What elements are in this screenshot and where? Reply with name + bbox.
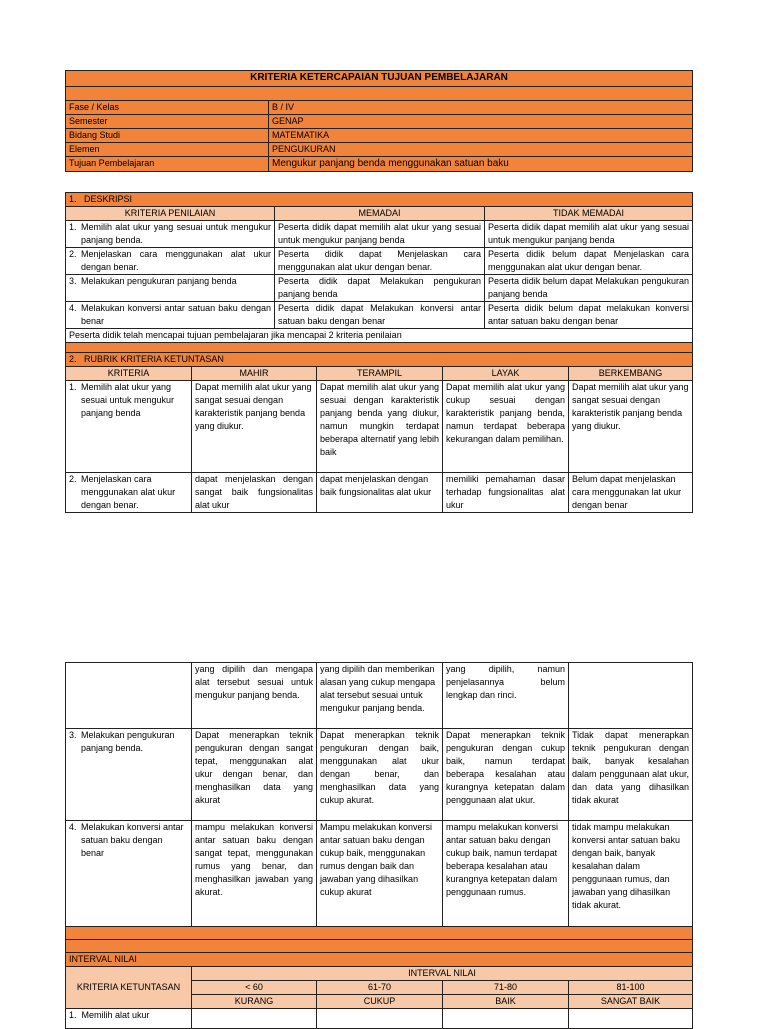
memadai-text: Peserta didik dapat memilih alat ukur yang sesuai untuk mengukur panjang benda — [275, 221, 485, 248]
info-label: Elemen — [66, 143, 269, 157]
kriteria-text: 1. Memilih alat ukur — [66, 1009, 192, 1029]
kriteria-text: Melakukan pengukuran panjang benda — [81, 276, 237, 286]
info-label: Fase / Kelas — [66, 101, 269, 115]
spacer-row — [66, 927, 693, 940]
table-row — [66, 302, 693, 329]
tidak-memadai-text: Peserta didik belum dapat melakukan konversi antar satuan baku dengan benar — [485, 302, 693, 329]
document-title: KRITERIA KETERCAPAIAN TUJUAN PEMBELAJARAN — [66, 71, 693, 87]
info-value: B / IV — [269, 101, 693, 115]
interval-table — [65, 926, 693, 1029]
table-row — [66, 381, 693, 473]
column-header: KRITERIA PENILAIAN — [66, 207, 275, 221]
table-row — [66, 473, 693, 513]
info-label: Semester — [66, 115, 269, 129]
layak-text: mampu melakukan konversi antar satuan baku dengan cukup baik, namun terdapat beberapa kesalahan atau kurangnya ketepatan dalam penggunaan rumus. — [443, 821, 569, 929]
kriteria-text: Melakukan pengukuran panjang benda. — [81, 730, 175, 753]
interval-level: BAIK — [443, 995, 569, 1009]
interval-range: < 60 — [192, 981, 317, 995]
interval-subtitle: INTERVAL NILAI — [192, 967, 693, 981]
section-title: INTERVAL NILAI — [66, 953, 693, 967]
interval-level: CUKUP — [317, 995, 443, 1009]
info-value: Mengukur panjang benda menggunakan satuan baku — [269, 157, 693, 172]
info-value: MATEMATIKA — [269, 129, 693, 143]
kriteria-text: Memilih alat ukur yang sesuai untuk mengukur panjang benda. — [81, 222, 271, 245]
deskripsi-footer: Peserta didik telah mencapai tujuan pembelajaran jika mencapai 2 kriteria penilaian — [66, 329, 693, 343]
memadai-text: Peserta didik dapat Melakukan konversi antar satuan baku dengan benar — [275, 302, 485, 329]
row-number: 4. — [69, 303, 77, 313]
row-number: 2. — [69, 474, 77, 484]
layak-text: memiliki pemahaman dasar terhadap fungsionalitas alat ukur — [443, 473, 569, 513]
column-header: LAYAK — [443, 367, 569, 381]
kriteria-text: Menjelaskan cara menggunakan alat ukur dengan benar. — [81, 249, 271, 272]
section-title: 1. DESKRIPSI — [66, 193, 693, 207]
mahir-text: mampu melakukan konversi antar satuan baku dengan sangat tepat, menggunakan rumus yang benar, dan menghasilkan jawaban yang akurat. — [192, 821, 317, 929]
layak-text: yang dipilih, namun penjelasannya belum lengkap dan rinci. — [443, 663, 569, 729]
header-table — [65, 70, 693, 172]
row-number: 1. — [69, 382, 77, 392]
interval-level: SANGAT BAIK — [569, 995, 693, 1009]
spacer-row — [66, 87, 693, 101]
kriteria-text: Melakukan konversi antar satuan baku dengan benar — [81, 822, 184, 858]
mahir-text: dapat menjelaskan dengan sangat baik fungsionalitas alat ukur — [192, 473, 317, 513]
berkembang-text: tidak mampu melakukan konversi antar satuan baku dengan baik, banyak kesalahan dalam penggunaan rumus, dan jawaban yang dihasilkan tidak akurat. — [569, 821, 693, 929]
kriteria-ketuntasan-label: KRITERIA KETUNTASAN — [66, 967, 192, 1009]
table-row — [66, 1009, 693, 1029]
terampil-text: Dapat menerapkan teknik pengukuran dengan baik, menggunakan alat ukur dengan benar, dan menghasilkan data yang cukup akurat. — [317, 729, 443, 821]
terampil-text: dapat menjelaskan dengan baik fungsionalitas alat ukur — [317, 473, 443, 513]
tidak-memadai-text: Peserta didik dapat memilih alat ukur yang sesuai untuk mengukur panjang benda — [485, 221, 693, 248]
mahir-text: Dapat menerapkan teknik pengukuran dengan sangat tepat, menggunakan alat ukur dengan benar, dan menghasilkan data yang akurat — [192, 729, 317, 821]
column-header: BERKEMBANG — [569, 367, 693, 381]
row-number: 4. — [69, 822, 77, 832]
column-header: TERAMPIL — [317, 367, 443, 381]
rubrik-table — [65, 352, 693, 513]
rubrik-continued-table — [65, 662, 693, 929]
spacer-row — [66, 940, 693, 953]
terampil-text: Mampu melakukan konversi antar satuan baku dengan cukup baik, menggunakan rumus dengan baik dan jawaban yang dihasilkan cukup akurat — [317, 821, 443, 929]
info-value: GENAP — [269, 115, 693, 129]
row-number: 3. — [69, 276, 77, 286]
layak-text: Dapat menerapkan teknik pengukuran dengan cukup baik, namun terdapat beberapa kesalahan atau kurangnya ketepatan dalam penggunaan alat ukur. — [443, 729, 569, 821]
interval-range: 71-80 — [443, 981, 569, 995]
berkembang-text: Dapat memilih alat ukur yang sangat sesuai dengan karakteristik panjang benda yang diukur. — [569, 381, 693, 473]
table-row — [66, 729, 693, 821]
kriteria-text: Menjelaskan cara menggunakan alat ukur dengan benar. — [81, 474, 176, 510]
column-header: MAHIR — [192, 367, 317, 381]
table-row — [66, 663, 693, 729]
tidak-memadai-text: Peserta didik belum dapat Melakukan pengukuran panjang benda — [485, 275, 693, 302]
berkembang-text: Belum dapat menjelaskan cara menggunakan lat ukur dengan benar — [569, 473, 693, 513]
section-title: 2. RUBRIK KRITERIA KETUNTASAN — [66, 353, 693, 367]
berkembang-text: Tidak dapat menerapkan teknik pengukuran dengan baik, banyak kesalahan dalam penggunaan alat ukur, dan data yang dihasilkan tidak akurat — [569, 729, 693, 821]
interval-level: KURANG — [192, 995, 317, 1009]
table-row — [66, 221, 693, 248]
interval-range: 81-100 — [569, 981, 693, 995]
layak-text: Dapat memilih alat ukur yang cukup sesuai dengan karakteristik panjang benda, namun terdapat beberapa kekurangan dalam pemilihan. — [443, 381, 569, 473]
terampil-text: Dapat memilih alat ukur yang sesuai dengan karakteristik panjang benda yang diukur, namun mungkin terdapat beberapa alternatif yang lebih baik — [317, 381, 443, 473]
row-number: 1. — [69, 222, 77, 232]
info-label: Bidang Studi — [66, 129, 269, 143]
info-label: Tujuan Pembelajaran — [66, 157, 269, 172]
table-row — [66, 275, 693, 302]
column-header: KRITERIA — [66, 367, 192, 381]
kriteria-text: Melakukan konversi antar satuan baku dengan benar — [81, 303, 271, 326]
mahir-text: yang dipilih dan mengapa alat tersebut sesuai untuk mengukur panjang benda. — [192, 663, 317, 729]
memadai-text: Peserta didik dapat Melakukan pengukuran panjang benda — [275, 275, 485, 302]
column-header: MEMADAI — [275, 207, 485, 221]
tidak-memadai-text: Peserta didik belum dapat Menjelaskan cara menggunakan alat ukur dengan benar. — [485, 248, 693, 275]
table-row — [66, 248, 693, 275]
interval-range: 61-70 — [317, 981, 443, 995]
table-row — [66, 821, 693, 929]
deskripsi-table — [65, 192, 693, 356]
kriteria-text: Memilih alat ukur yang sesuai untuk mengukur panjang benda — [81, 382, 175, 418]
row-number: 2. — [69, 249, 77, 259]
info-value: PENGUKURAN — [269, 143, 693, 157]
column-header: TIDAK MEMADAI — [485, 207, 693, 221]
memadai-text: Peserta didik dapat Menjelaskan cara menggunakan alat ukur dengan benar. — [275, 248, 485, 275]
mahir-text: Dapat memilih alat ukur yang sangat sesuai dengan karakteristik panjang benda yang diukur. — [192, 381, 317, 473]
terampil-text: yang dipilih dan memberikan alasan yang cukup mengapa alat tersebut sesuai untuk mengukur panjang benda. — [317, 663, 443, 729]
row-number: 3. — [69, 730, 77, 740]
